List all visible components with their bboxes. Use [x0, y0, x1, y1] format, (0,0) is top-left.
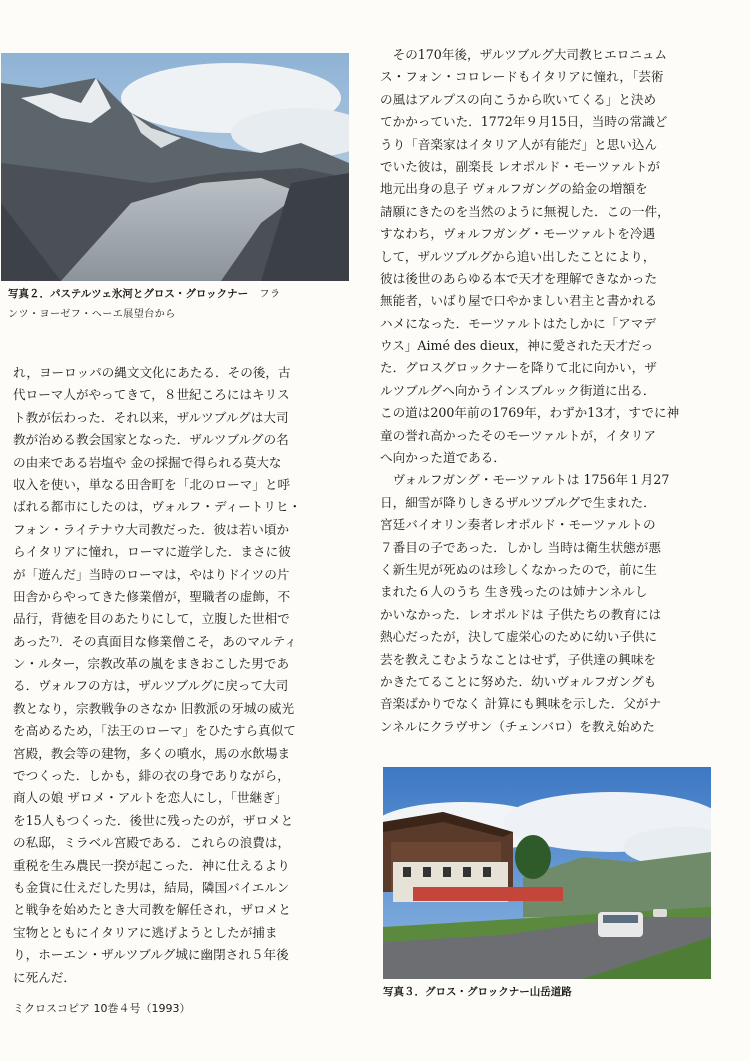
text-line: 請願にきたのを当然のように無視した．この一件，: [380, 203, 670, 219]
text-line: 教となり，宗教戦争のさなか 旧教派の牙城の威光: [13, 700, 295, 716]
text-line: 無能者，いばり屋で口やかましい君主と書かれる: [380, 293, 658, 309]
text-line: して，ザルツブルグから追い出したことにより，: [380, 248, 656, 264]
text-line: へ向かった道である．: [380, 450, 506, 466]
text-line: た．グロスグロックナーを降りて北に向かい，ザ: [380, 360, 657, 376]
text-line: 商人の娘 ザロメ・アルトを恋人にし，「世継ぎ」: [13, 790, 288, 806]
text-line: 収入を使い，単なる田舎町を「北のローマ」と呼: [13, 476, 291, 492]
text-line: ス・フォン・コロレードもイタリアに憧れ，「芸術: [380, 69, 664, 85]
text-line: も金貨に仕えだした男は，結局，隣国バイエルン: [13, 879, 290, 895]
text-line: く新生児が死ぬのは珍しくなかったので，前に生: [380, 561, 657, 577]
text-line: でつくった．しかも，緋の衣の身でありながら，: [13, 768, 290, 784]
text-line: の風はアルプスの向こうから吹いてくる」と決め: [380, 91, 657, 107]
photo2-caption-line2: ンツ・ヨーゼフ・ヘーエ展望台から: [8, 309, 176, 320]
text-line: 宮殿，教会等の建物，多くの噴水，馬の水飲場ま: [13, 745, 291, 761]
text-line: 品行，背徳を目のあたりにして，立腹した世相で: [13, 611, 290, 627]
text-line: を15人もつくった．後世に残ったのが，ザロメと: [13, 812, 294, 828]
text-line: かきたてることに努めた．幼いヴォルフガングも: [380, 673, 657, 689]
text-line: 代ローマ人がやってきて，８世紀ころにはキリス: [13, 387, 290, 403]
text-line: ン・ルター，宗教改革の嵐をまきおこした男であ: [13, 656, 290, 672]
photo2-caption-title: 写真２．パステルツェ氷河とグロス・グロックナー: [8, 288, 249, 300]
photo3-caption-text: 写真３．グロス・グロックナー山岳道路: [383, 986, 572, 998]
text-line: ばれる都市にしたのは，ヴォルフ・ディートリヒ・: [13, 499, 302, 515]
text-line: うり「音楽家はイタリア人が有能だ」と思い込ん: [380, 136, 658, 152]
text-line: フォン・ライテナウ大司教だった．彼は若い頃か: [13, 521, 290, 537]
text-line: かいなかった．レオポルドは 子供たちの教育には: [380, 606, 662, 622]
text-line: 重税を生み農民一揆が起こった．神に仕えるより: [13, 857, 290, 873]
text-line: が「遊んだ」当時のローマは，やはりドイツの片: [13, 566, 290, 582]
text-line: ト教が伝わった．それ以来，ザルツブルグは大司: [13, 409, 289, 425]
photo2-caption: [8, 284, 348, 325]
text-line: 音楽ばかりでなく 計算にも興味を示した．父がナ: [380, 696, 662, 712]
right-text-column: [380, 44, 712, 738]
left-text-column: [13, 362, 351, 989]
text-line: この道は200年前の1769年，わずか13才，すでに神: [380, 405, 680, 421]
text-line: 日，細雪が降りしきるザルツブルグで生まれた．: [380, 494, 656, 510]
photo-mountain-road: [383, 767, 711, 979]
photo2-caption-tail: フラ: [259, 289, 281, 300]
text-line: その170年後，ザルツブルグ大司教ヒエロニュム: [380, 47, 668, 62]
text-line: れ，ヨーロッパの縄文文化にあたる．その後，古: [13, 365, 291, 380]
text-line: の由来である岩塩や 金の採掘で得られる莫大な: [13, 454, 282, 470]
text-line: 熱心だったが，決して虚栄心のために幼い子供に: [380, 629, 658, 645]
text-line: 芸を教えこむようなことはせず，子供達の興味を: [380, 651, 657, 667]
text-line: 教が治める教会国家となった．ザルツブルグの名: [13, 432, 289, 448]
text-line: 宮廷バイオリン奏者レオポルド・モーツァルトの: [380, 517, 656, 533]
text-line: ７番目の子であった．しかし 当時は衛生状態が悪: [380, 539, 661, 555]
text-line: ンネルにクラヴサン（チェンバロ）を教え始めた: [380, 718, 655, 734]
text-line: る．ヴォルフの方は，ザルツブルグに戻って大司: [13, 678, 289, 694]
glacier-illustration: [1, 53, 349, 281]
text-line: ルツブルグへ向かうインスブルック街道に出る．: [380, 382, 656, 398]
text-line: り，ホーエン・ザルツブルグ城に幽閉され５年後: [13, 947, 289, 963]
text-line: 地元出身の息子 ヴォルフガングの給金の増額を: [380, 181, 648, 197]
text-line: ヴォルフガング・モーツァルトは 1756年１月27: [380, 472, 670, 488]
text-line: 彼は後世のあらゆる本で天才を理解できなかった: [380, 270, 658, 286]
photo3-caption: [383, 982, 572, 1002]
text-line: すなわち，ヴォルフガング・モーツァルトを冷遇: [380, 226, 656, 242]
text-line: まれた６人のうち 生き残ったのは姉ナンネルし: [380, 584, 648, 600]
text-line: 童の誉れ高かったそのモーツァルトが，イタリア: [380, 427, 656, 443]
text-line: と戦争を始めたとき大司教を解任され，ザロメと: [13, 902, 291, 918]
text-line: あった⁷⁾．その真面目な修業僧こそ，あのマルティ: [13, 633, 297, 649]
photo-glacier: [1, 53, 349, 281]
page-footer: ミクロスコピア 10巻４号（1993）: [13, 1002, 191, 1015]
mountain-road-illustration: [383, 767, 711, 979]
text-line: ウス」Aimé des dieux，神に愛された天才だっ: [380, 338, 654, 354]
text-line: に死んだ．: [13, 969, 76, 985]
text-line: ハメになった．モーツァルトはたしかに「アマデ: [380, 315, 656, 331]
text-line: 宝物とともにイタリアに逃げようとしたが捕ま: [13, 924, 278, 940]
text-line: 田舎からやってきた修業僧が，聖職者の虚飾，不: [13, 588, 291, 604]
text-line: でいた彼は，副楽長 レオポルド・モーツァルトが: [380, 158, 660, 174]
text-line: の私邸，ミラベル宮殿である．これらの浪費は，: [13, 835, 291, 851]
text-line: を高めるため，「法王のローマ」をひたすら真似て: [13, 723, 296, 739]
text-line: らイタリアに憧れ，ローマに遊学した．まさに彼: [13, 544, 291, 560]
text-line: てかかっていた．1772年９月15日，当時の常識ど: [380, 114, 668, 130]
